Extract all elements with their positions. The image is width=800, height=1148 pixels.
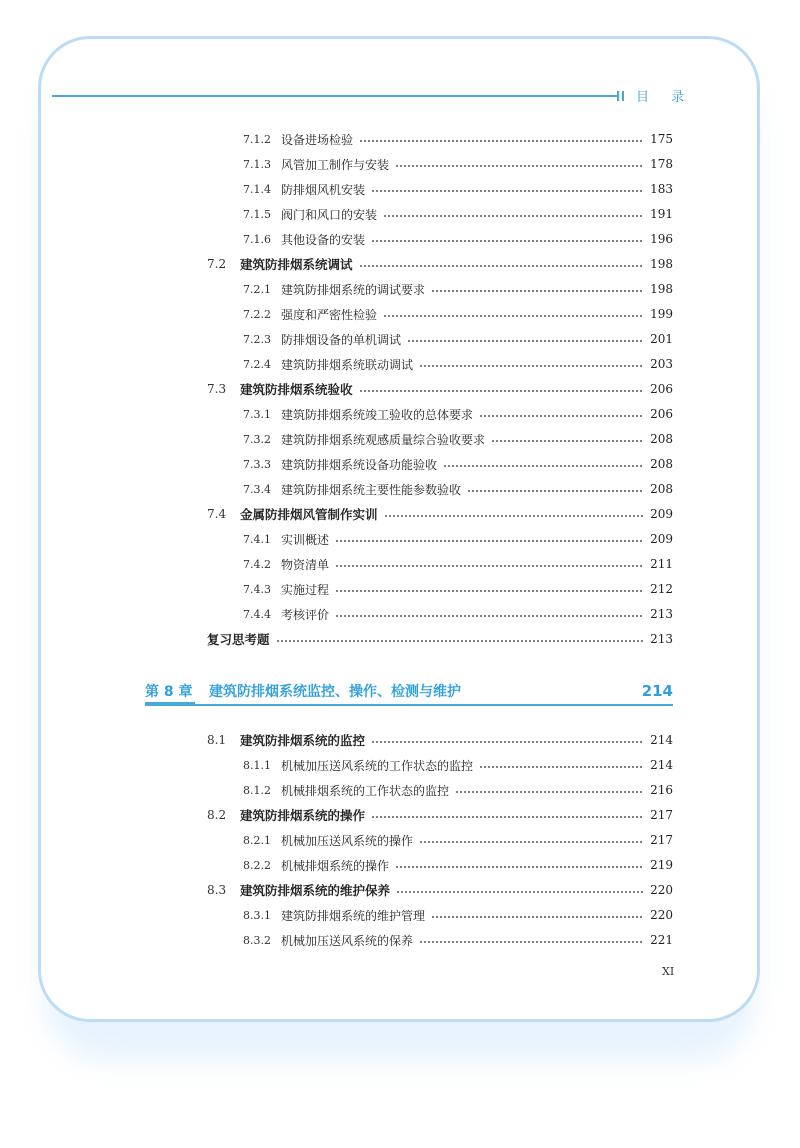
toc-entry-page: 208 xyxy=(650,482,673,496)
toc-entry-page: 221 xyxy=(650,933,673,947)
toc-entry-title: 机械排烟系统的工作状态的监控 xyxy=(281,783,450,798)
toc-entry-title: 机械加压送风系统的操作 xyxy=(281,833,414,848)
dot-leader xyxy=(491,440,644,442)
dot-leader xyxy=(419,841,644,843)
toc-section-entry[interactable] xyxy=(207,378,673,400)
toc-subsection-entry[interactable] xyxy=(243,403,673,425)
toc-entry-page: 175 xyxy=(650,132,673,146)
toc-subsection-entry[interactable] xyxy=(243,553,673,575)
toc-entry-page: 212 xyxy=(650,582,673,596)
toc-entry-title: 建筑防排烟系统竣工验收的总体要求 xyxy=(281,407,474,422)
toc-subsection-entry[interactable] xyxy=(243,128,673,150)
toc-entry-number: 7.1.4 xyxy=(243,182,271,196)
toc-entry-number: 7.3.2 xyxy=(243,432,271,446)
toc-entry-number: 7.1.6 xyxy=(243,232,271,246)
toc-entry-page: 209 xyxy=(650,532,673,546)
toc-entry-title: 阀门和风口的安装 xyxy=(281,207,378,222)
dot-leader xyxy=(455,791,644,793)
toc-entry-page: 208 xyxy=(650,457,673,471)
chapter-heading[interactable] xyxy=(145,678,673,704)
toc-entry-title: 建筑防排烟系统设备功能验收 xyxy=(281,457,438,472)
toc-subsection-entry[interactable] xyxy=(243,453,673,475)
dot-leader xyxy=(384,515,645,517)
toc-subsection-entry[interactable] xyxy=(243,303,673,325)
dot-leader xyxy=(335,615,644,617)
toc-entry-number: 8.3.1 xyxy=(243,908,271,922)
header-rule-mark xyxy=(617,91,619,101)
toc-entry-number: 8.2.1 xyxy=(243,833,271,847)
dot-leader xyxy=(335,590,644,592)
toc-entry-page: 183 xyxy=(650,182,673,196)
toc-entry-number: 8.3.2 xyxy=(243,933,271,947)
toc-entry-number: 7.1.3 xyxy=(243,157,271,171)
toc-subsection-entry[interactable] xyxy=(243,578,673,600)
dot-leader xyxy=(419,941,644,943)
dot-leader xyxy=(407,340,644,342)
toc-entry-title: 防排烟风机安装 xyxy=(281,182,366,197)
toc-entry-review-questions[interactable] xyxy=(207,628,673,650)
toc-entry-page: 213 xyxy=(650,632,673,646)
toc-entry-title: 机械排烟系统的操作 xyxy=(281,858,390,873)
toc-subsection-entry[interactable] xyxy=(243,428,673,450)
toc-subsection-entry[interactable] xyxy=(243,478,673,500)
toc-entry-title: 强度和严密性检验 xyxy=(281,307,378,322)
toc-entry-number: 7.2.1 xyxy=(243,282,271,296)
dot-leader xyxy=(371,816,644,818)
dot-leader xyxy=(371,741,644,743)
toc-entry-number: 7.4 xyxy=(207,507,227,521)
dot-leader xyxy=(335,565,644,567)
dot-leader xyxy=(431,290,644,292)
toc-entry-number: 7.4.2 xyxy=(243,557,271,571)
running-header-title: 目 录 xyxy=(636,90,694,105)
toc-subsection-entry[interactable] xyxy=(243,779,673,801)
toc-subsection-entry[interactable] xyxy=(243,904,673,926)
toc-subsection-entry[interactable] xyxy=(243,929,673,951)
toc-subsection-entry[interactable] xyxy=(243,153,673,175)
toc-entry-title: 建筑防排烟系统观感质量综合验收要求 xyxy=(281,432,486,447)
toc-entry-number: 7.1.5 xyxy=(243,207,271,221)
toc-entry-number: 7.2.4 xyxy=(243,357,271,371)
toc-entry-page: 219 xyxy=(650,858,673,872)
toc-section-entry[interactable] xyxy=(207,503,673,525)
toc-entry-page: 198 xyxy=(650,257,673,271)
toc-entry-page: 201 xyxy=(650,332,673,346)
toc-entry-number: 7.3 xyxy=(207,382,227,396)
toc-entry-title: 金属防排烟风管制作实训 xyxy=(240,507,378,522)
toc-entry-title: 建筑防排烟系统验收 xyxy=(240,382,353,397)
dot-leader xyxy=(371,240,644,242)
toc-entry-number: 7.2.2 xyxy=(243,307,271,321)
toc-entry-number: 7.4.3 xyxy=(243,582,271,596)
toc-section-entry[interactable] xyxy=(207,253,673,275)
toc-entry-number: 8.1 xyxy=(207,733,227,747)
dot-leader xyxy=(479,415,644,417)
toc-entry-number: 8.1.1 xyxy=(243,758,271,772)
dot-leader xyxy=(371,190,644,192)
chapter-title: 建筑防排烟系统监控、操作、检测与维护 xyxy=(209,684,461,700)
toc-entry-page: 206 xyxy=(650,407,673,421)
toc-entry-title: 机械加压送风系统的保养 xyxy=(281,933,414,948)
dot-leader xyxy=(419,365,644,367)
toc-subsection-entry[interactable] xyxy=(243,228,673,250)
toc-subsection-entry[interactable] xyxy=(243,328,673,350)
chapter-underline xyxy=(145,704,673,706)
toc-entry-number: 7.2.3 xyxy=(243,332,271,346)
toc-entry-title: 建筑防排烟系统的监控 xyxy=(240,733,366,748)
toc-entry-page: 203 xyxy=(650,357,673,371)
toc-entry-title: 建筑防排烟系统的维护保养 xyxy=(240,883,391,898)
toc-entry-page: 208 xyxy=(650,432,673,446)
header-rule xyxy=(52,95,618,97)
toc-entry-page: 196 xyxy=(650,232,673,246)
toc-subsection-entry[interactable] xyxy=(243,603,673,625)
toc-entry-title: 建筑防排烟系统的调试要求 xyxy=(281,282,426,297)
toc-entry-title: 物资清单 xyxy=(281,557,330,572)
toc-section-entry[interactable] xyxy=(207,879,673,901)
toc-entry-number: 7.3.4 xyxy=(243,482,271,496)
dot-leader xyxy=(395,165,644,167)
toc-subsection-entry[interactable] xyxy=(243,829,673,851)
toc-entry-page: 217 xyxy=(650,833,673,847)
toc-entry-number: 7.4.1 xyxy=(243,532,271,546)
toc-subsection-entry[interactable] xyxy=(243,353,673,375)
toc-entry-title: 建筑防排烟系统的操作 xyxy=(240,808,366,823)
toc-section-entry[interactable] xyxy=(207,804,673,826)
toc-entry-page: 220 xyxy=(650,883,673,897)
chapter-page: 214 xyxy=(641,682,673,700)
toc-subsection-entry[interactable] xyxy=(243,854,673,876)
toc-entry-number: 8.2 xyxy=(207,808,227,822)
dot-leader xyxy=(383,215,644,217)
toc-subsection-entry[interactable] xyxy=(243,278,673,300)
chapter-number: 第 8 章 xyxy=(145,684,193,700)
page-number: XI xyxy=(662,965,675,978)
dot-leader xyxy=(359,390,645,392)
toc-entry-page: 199 xyxy=(650,307,673,321)
toc-entry-number: 7.3.3 xyxy=(243,457,271,471)
dot-leader xyxy=(467,490,644,492)
toc-entry-number: 8.2.2 xyxy=(243,858,271,872)
header-rule-mark xyxy=(622,91,624,101)
toc-entry-number: 7.3.1 xyxy=(243,407,271,421)
toc-entry-page: 217 xyxy=(650,808,673,822)
toc-entry-number: 7.1.2 xyxy=(243,132,271,146)
dot-leader xyxy=(396,891,644,893)
dot-leader xyxy=(359,140,644,142)
toc-entry-page: 191 xyxy=(650,207,673,221)
toc-entry-page: 214 xyxy=(650,733,673,747)
toc-subsection-entry[interactable] xyxy=(243,203,673,225)
toc-section-entry[interactable] xyxy=(207,729,673,751)
toc-entry-title: 建筑防排烟系统联动调试 xyxy=(281,357,414,372)
toc-entry-number: 8.1.2 xyxy=(243,783,271,797)
toc-entry-page: 216 xyxy=(650,783,673,797)
toc-entry-title: 实训概述 xyxy=(281,532,330,547)
toc-subsection-entry[interactable] xyxy=(243,754,673,776)
toc-entry-page: 209 xyxy=(650,507,673,521)
toc-entry-number: 8.3 xyxy=(207,883,227,897)
toc-entry-title: 建筑防排烟系统主要性能参数验收 xyxy=(281,482,462,497)
toc-entry-page: 220 xyxy=(650,908,673,922)
dot-leader xyxy=(479,766,644,768)
toc-entry-number: 7.2 xyxy=(207,257,227,271)
toc-entry-page: 213 xyxy=(650,607,673,621)
dot-leader xyxy=(431,916,644,918)
dot-leader xyxy=(443,465,644,467)
toc-entry-title: 复习思考题 xyxy=(207,632,270,647)
toc-entry-title: 防排烟设备的单机调试 xyxy=(281,332,402,347)
toc-entry-title: 风管加工制作与安装 xyxy=(281,157,390,172)
dot-leader xyxy=(335,540,644,542)
toc-entry-title: 建筑防排烟系统的维护管理 xyxy=(281,908,426,923)
toc-entry-title: 其他设备的安装 xyxy=(281,232,366,247)
toc-entry-title: 考核评价 xyxy=(281,607,330,622)
toc-entry-page: 178 xyxy=(650,157,673,171)
toc-entry-page: 214 xyxy=(650,758,673,772)
toc-entry-page: 198 xyxy=(650,282,673,296)
dot-leader xyxy=(383,315,644,317)
toc-entry-title: 建筑防排烟系统调试 xyxy=(240,257,353,272)
dot-leader xyxy=(276,640,645,642)
toc-entry-page: 211 xyxy=(650,557,673,571)
toc-entry-number: 7.4.4 xyxy=(243,607,271,621)
toc-entry-title: 机械加压送风系统的工作状态的监控 xyxy=(281,758,474,773)
dot-leader xyxy=(395,866,644,868)
toc-entry-title: 实施过程 xyxy=(281,582,330,597)
chapter-underline-accent xyxy=(145,702,195,706)
toc-subsection-entry[interactable] xyxy=(243,528,673,550)
dot-leader xyxy=(359,265,645,267)
toc-subsection-entry[interactable] xyxy=(243,178,673,200)
toc-entry-page: 206 xyxy=(650,382,673,396)
toc-entry-title: 设备进场检验 xyxy=(281,132,354,147)
